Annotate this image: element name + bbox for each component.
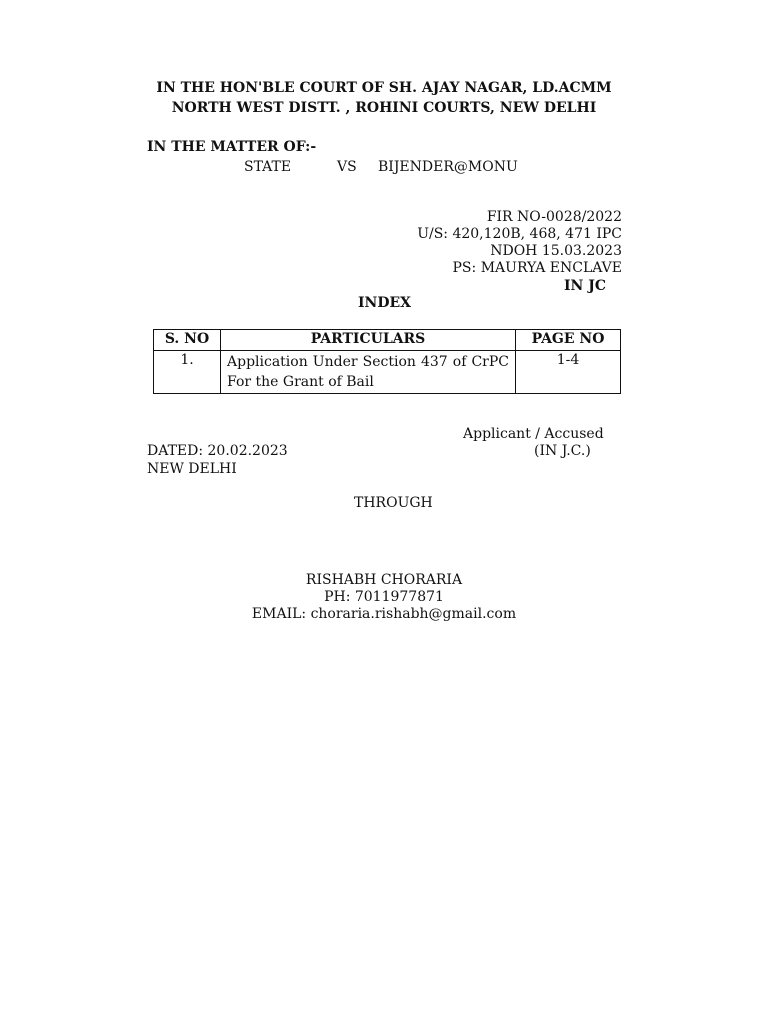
fir-number: FIR NO-0028/2022 (486, 209, 622, 225)
party-accused: BIJENDER@MONU (378, 159, 518, 175)
party-state: STATE (244, 159, 292, 175)
index-title: INDEX (358, 295, 412, 311)
matter-label: IN THE MATTER OF:- (147, 139, 317, 155)
col-header-sno: S. NO (154, 330, 221, 351)
table-row (154, 351, 621, 394)
custody-status: IN JC (564, 278, 606, 294)
court-heading-line-2: NORTH WEST DISTT. , ROHINI COURTS, NEW DELHI (171, 100, 597, 116)
police-station: PS: MAURYA ENCLAVE (452, 260, 622, 276)
row-page-no: 1-4 (516, 351, 621, 394)
through-label: THROUGH (354, 495, 433, 511)
applicant-custody: (IN J.C.) (534, 443, 591, 459)
counsel-name: RISHABH CHORARIA (305, 572, 463, 588)
counsel-phone: PH: 7011977871 (324, 589, 444, 605)
next-date-of-hearing: NDOH 15.03.2023 (490, 243, 622, 259)
row-sno: 1. (154, 351, 221, 394)
dated: DATED: 20.02.2023 (147, 443, 288, 459)
place: NEW DELHI (147, 461, 237, 477)
court-heading-line-1: IN THE HON'BLE COURT OF SH. AJAY NAGAR, LD.ACMM (156, 80, 612, 96)
index-header-row (154, 330, 621, 351)
row-particulars: Application Under Section 437 of CrPC For the Grant of Bail (221, 351, 516, 394)
counsel-email: EMAIL: choraria.rishabh@gmail.com (251, 606, 517, 622)
versus-label: VS (337, 159, 357, 175)
index-table (153, 329, 621, 394)
col-header-page-no: PAGE NO (516, 330, 621, 351)
sections-charged: U/S: 420,120B, 468, 471 IPC (417, 226, 622, 242)
col-header-particulars: PARTICULARS (221, 330, 516, 351)
applicant-label: Applicant / Accused (463, 426, 604, 442)
